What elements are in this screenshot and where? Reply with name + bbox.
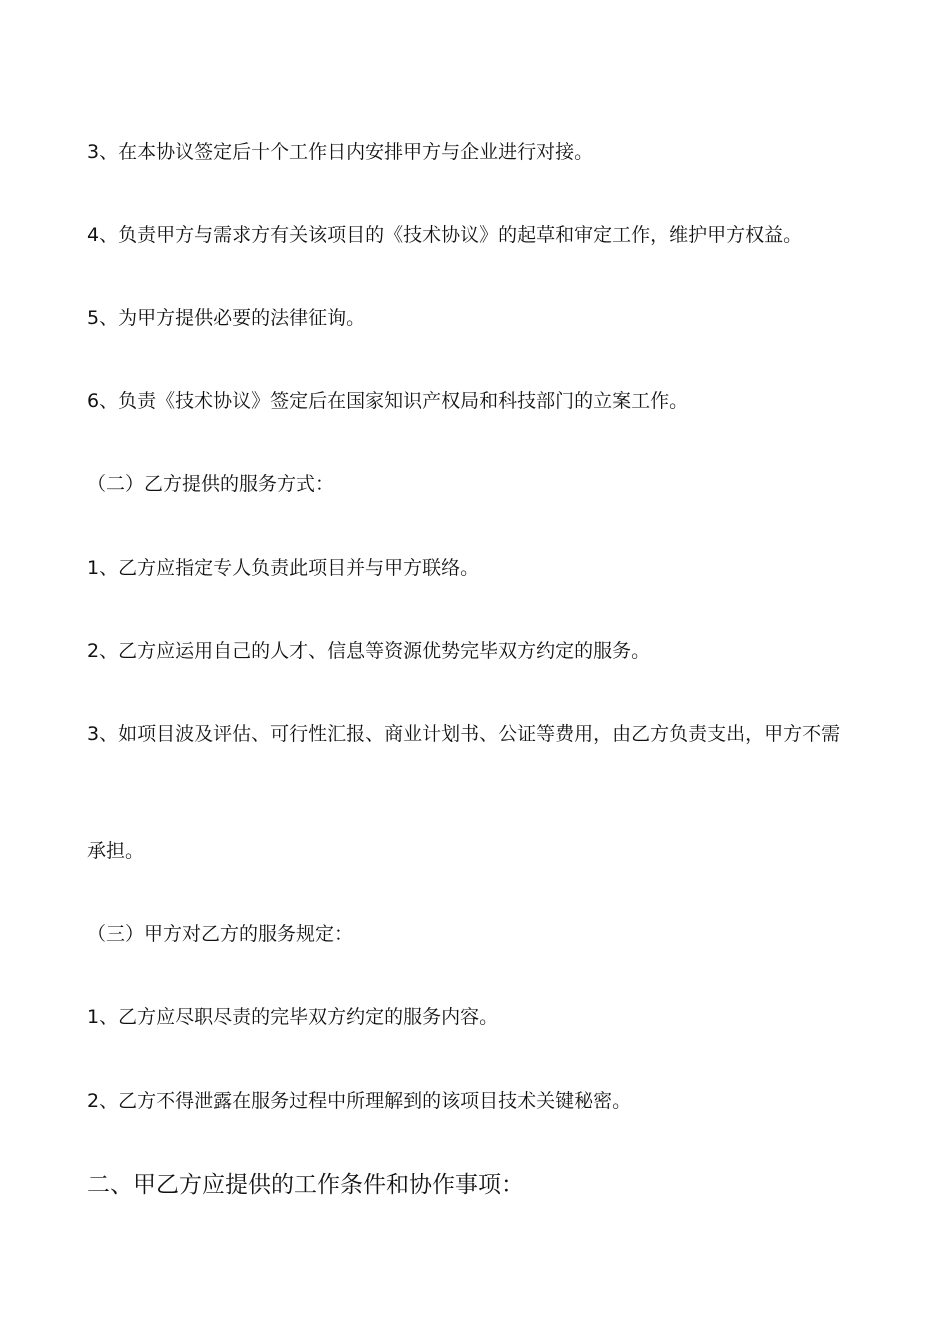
paragraph-line: 6、负责《技术协议》签定后在国家知识产权局和科技部门的立案工作。: [87, 390, 689, 412]
paragraph-line: 1、乙方应尽职尽责的完毕双方约定的服务内容。: [87, 1006, 499, 1028]
paragraph-line: 3、在本协议签定后十个工作日内安排甲方与企业进行对接。: [87, 141, 594, 163]
paragraph-line: 2、乙方不得泄露在服务过程中所理解到的该项目技术关键秘密。: [87, 1090, 632, 1112]
paragraph-line: 4、负责甲方与需求方有关该项目的《技术协议》的起草和审定工作，维护甲方权益。: [87, 224, 803, 246]
subsection-heading: （二）乙方提供的服务方式：: [87, 473, 335, 495]
section-heading: 二、甲乙方应提供的工作条件和协作事项：: [87, 1172, 524, 1198]
subsection-heading: （三）甲方对乙方的服务规定：: [87, 923, 354, 945]
paragraph-line: 3、如项目波及评估、可行性汇报、商业计划书、公证等费用，由乙方负责支出，甲方不需: [87, 723, 841, 745]
paragraph-line: 承担。: [87, 840, 145, 862]
paragraph-line: 5、为甲方提供必要的法律征询。: [87, 307, 366, 329]
paragraph-line: 1、乙方应指定专人负责此项目并与甲方联络。: [87, 557, 480, 579]
paragraph-line: 2、乙方应运用自己的人才、信息等资源优势完毕双方约定的服务。: [87, 640, 651, 662]
